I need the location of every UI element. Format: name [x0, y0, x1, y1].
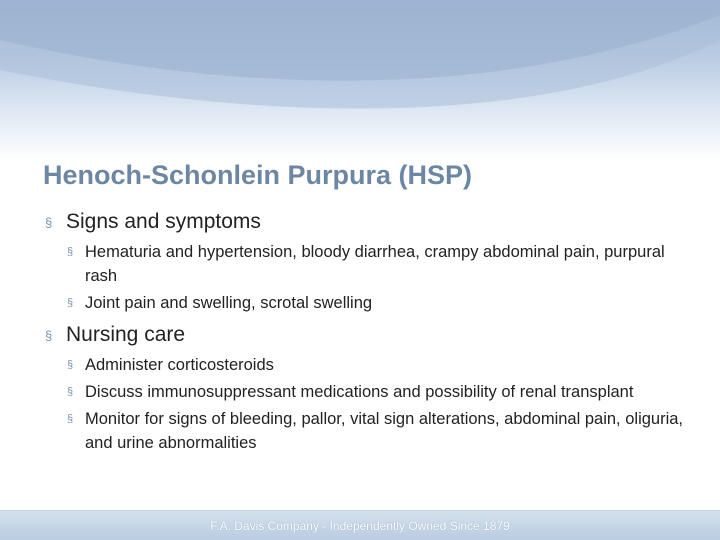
signs-list	[45, 240, 685, 315]
list-item	[45, 353, 685, 377]
list-item-text: Discuss immunosuppressant medications and possibility of renal transplant	[85, 383, 634, 401]
header-swoosh	[0, 0, 720, 160]
bullet-icon: §	[67, 297, 74, 309]
bullet-icon: §	[45, 328, 53, 343]
list-item-text: Joint pain and swelling, scrotal swelling	[85, 294, 373, 312]
nursing-list	[45, 353, 685, 455]
section-heading-label: Nursing care	[66, 323, 186, 346]
slide-content	[45, 208, 685, 461]
list-item	[45, 380, 685, 404]
bullet-icon: §	[67, 359, 74, 371]
list-item-text: Hematuria and hypertension, bloody diarrhea, crampy abdominal pain, purpural rash	[85, 243, 665, 285]
list-item-text: Administer corticosteroids	[85, 356, 274, 374]
section-heading-signs	[45, 208, 685, 236]
header-band	[0, 0, 720, 160]
section-heading-nursing	[45, 321, 685, 349]
bullet-icon: §	[45, 215, 53, 230]
slide-title: Henoch-Schonlein Purpura (HSP)	[43, 160, 473, 190]
list-item	[45, 407, 685, 455]
list-item-text: Monitor for signs of bleeding, pallor, vital sign alterations, abdominal pain, oliguria, and urine abnormalities	[85, 410, 684, 452]
bullet-icon: §	[67, 386, 74, 398]
section-heading-label: Signs and symptoms	[66, 210, 261, 233]
bullet-icon: §	[67, 413, 74, 425]
list-item	[45, 240, 685, 288]
footer-band	[0, 510, 720, 540]
list-item	[45, 291, 685, 315]
bullet-icon: §	[67, 246, 74, 258]
footer-text: F.A. Davis Company - Independently Owned Since 1879	[210, 519, 510, 533]
